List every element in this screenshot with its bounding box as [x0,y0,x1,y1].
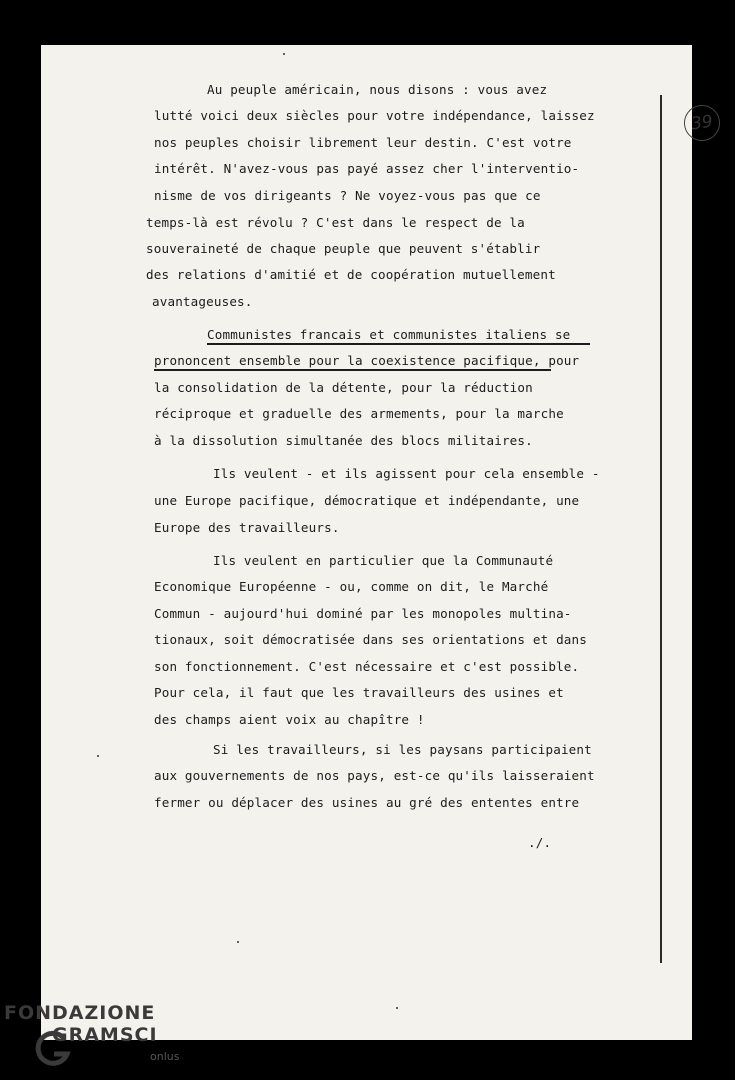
text-line: Commun - aujourd'hui dominé par les monopoles multina- [154,606,572,621]
document-page [41,45,715,1040]
text-line: Ils veulent en particulier que la Communauté [213,553,554,568]
text-line: Pour cela, il faut que les travailleurs des usines et [154,685,564,700]
text-line: à la dissolution simultanée des blocs militaires. [154,433,533,448]
text-line: Economique Européenne - ou, comme on dit, le Marché [154,579,549,594]
text-line: Ils veulent - et ils agissent pour cela ensemble - [213,466,600,481]
text-line: avantageuses. [152,294,253,309]
text-line: nos peuples choisir librement leur destin. C'est votre [154,135,572,150]
page-number-stamp: 39 [682,103,723,144]
stray-mark [97,755,99,757]
continuation-mark: ./. [528,835,552,850]
text-line: la consolidation de la détente, pour la réduction [154,380,533,395]
text-line: intérêt. N'avez-vous pas payé assez cher l'interventio- [154,161,580,176]
text-line: souveraineté de chaque peuple que peuvent s'établir [146,241,541,256]
text-line: son fonctionnement. C'est nécessaire et c'est possible. [154,659,580,674]
text-line: tionaux, soit démocratisée dans ses orientations et dans [154,632,587,647]
text-line: des relations d'amitié et de coopération mutuellement [146,267,556,282]
text-line: une Europe pacifique, démocratique et indépendante, une [154,493,580,508]
watermark-line2: GRAMSCI [52,1024,158,1046]
stray-mark [396,1007,398,1009]
text-line: réciproque et graduelle des armements, pour la marche [154,406,564,421]
fondazione-gramsci-watermark [4,1000,194,1075]
text-line: fermer ou déplacer des usines au gré des ententes entre [154,795,580,810]
text-line-underlined: prononcent ensemble pour la coexistence pacifique, pour [154,353,580,368]
text-line: nisme de vos dirigeants ? Ne voyez-vous pas que ce [154,188,541,203]
text-line: des champs aient voix au chapître ! [154,712,425,727]
text-line: Si les travailleurs, si les paysans participaient [213,742,592,757]
text-line: Au peuple américain, nous disons : vous avez [207,82,548,97]
text-line: temps-là est révolu ? C'est dans le respect de la [146,215,525,230]
underline [154,369,551,371]
stray-mark [237,941,239,943]
text-line: aux gouvernements de nos pays, est-ce qu'ils laisseraient [154,768,595,783]
underline [207,343,590,345]
margin-rule [660,95,662,963]
text-line-underlined: Communistes francais et communistes italiens se [207,327,571,342]
stray-mark [283,53,285,55]
text-line: Europe des travailleurs. [154,520,340,535]
watermark-line3: onlus [150,1050,180,1063]
watermark-line1: FONDAZIONE [4,1002,156,1024]
text-line: lutté voici deux siècles pour votre indépendance, laissez [154,108,595,123]
